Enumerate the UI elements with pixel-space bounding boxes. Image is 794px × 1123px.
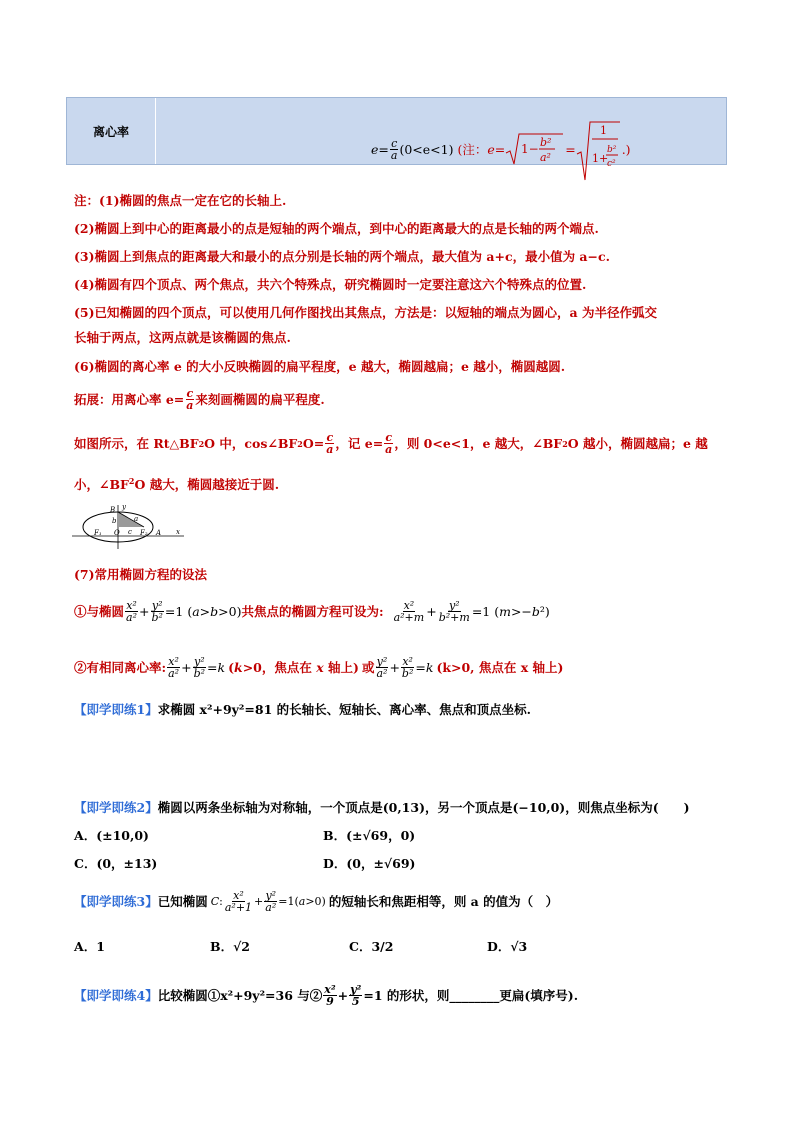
eccentricity-table-row <box>66 97 727 169</box>
fig-b: O 中，cos∠BF <box>204 435 298 451</box>
svg-text:b²: b² <box>606 145 617 155</box>
fig-g: 小，∠BF <box>74 477 129 493</box>
eccentricity-formula: e= $\frac{c}{a}$ (0<e<1) (注： e= 1− b² a² = 1 1+ b² c² .) <box>371 116 631 182</box>
exercise-2-text: 椭圆以两条坐标轴为对称轴，一个顶点是(0,13)，另一个顶点是(−10,0)，则焦点坐标为( ) <box>157 800 690 815</box>
exercise-2-option-c: C．(0，±13) <box>74 856 158 871</box>
exercise-1-text: 求椭圆 x²+9y²=81 的长轴长、短轴长、离心率、焦点和顶点坐标. <box>157 702 531 717</box>
label-B: B <box>110 506 116 514</box>
exercise-3-a: 已知椭圆 <box>157 893 208 909</box>
case-2: ②有相同离心率: $\frac{\text{x²}}{\text{a²}}$ + $\frac{\text{y²}}{\text{b²}}$ = k (k>0，焦点在 x 轴上) 或 $\frac{\text{y²}}{\text{a²}}$ + $\frac{\text{x²}}{\text{b²}}$ = k (k>0, 焦点在 x 轴上) <box>74 655 564 680</box>
note-close: .) <box>621 141 631 157</box>
case-1-eq: $\frac{\text{x²}}{\text{a²}}$ + $\frac{\text{y²}}{\text{b²}}$ =1 ( a > b >0) <box>126 599 242 624</box>
note-5a: (5)已知椭圆的四个顶点，可以使用几何作图找出其焦点，方法是：以短轴的端点为圆心，a 为半径作弧交 <box>74 305 657 320</box>
exercise-3-option-d: D．√3 <box>487 939 528 954</box>
case-1-result: $\frac{\text{x²}}{\text{a²+m}}$ + $\frac{\text{y²}}{\text{b²+m}}$ =1 ( m >− b ²) <box>393 599 550 624</box>
svg-text:1+: 1+ <box>591 152 608 165</box>
case-1-a: ①与椭圆 <box>74 603 125 619</box>
svg-text:A: A <box>156 529 162 537</box>
note-4: (4)椭圆有四个顶点、两个焦点，共六个特殊点，研究椭圆时一定要注意这六个特殊点的位置. <box>74 277 587 292</box>
ext-fraction: $\frac{c}{a}$ <box>186 387 194 412</box>
svg-text:a²: a² <box>540 151 552 164</box>
exercise-3-option-b: B．√2 <box>210 939 250 954</box>
table-formula-cell <box>156 98 726 169</box>
case-2-a: ②有相同离心率: <box>74 659 167 675</box>
note-2: (2)椭圆上到中心的距离最小的点是短轴的两个端点，到中心的距离最大的点是长轴的两个端点. <box>74 221 599 236</box>
exercise-1-tag: 【即学即练1】 <box>74 702 158 717</box>
svg-text:y: y <box>122 503 126 511</box>
exercise-4-tag: 【即学即练4】 <box>74 987 158 1003</box>
exercise-2-option-d: D．(0，±√69) <box>323 856 416 871</box>
sqrt-one-minus <box>505 131 565 167</box>
exercise-2-option-b: B．(±√69，0) <box>323 828 416 843</box>
case-2-eq2: $\frac{\text{y²}}{\text{a²}}$ + $\frac{\text{x²}}{\text{b²}}$ = k <box>376 655 434 680</box>
note-open: (注： <box>457 142 488 157</box>
svg-text:b: b <box>112 517 117 525</box>
exercise-4-frac-y: $\frac{\text{y²}}{5}$ <box>350 983 362 1008</box>
figure-explanation-1: 如图所示，在 Rt△BF 2 O 中，cos∠BF 2 O= $\frac{c}{a}$ ，记 e= $\frac{c}{a}$ ，则 0<e<1，e 越大，∠BF 2 O 越小，椭圆越扁；e 越 <box>74 431 708 456</box>
fig-f: O 越小，椭圆越扁；e 越 <box>567 435 708 451</box>
fig-e: ，则 0<e<1，e 越大，∠BF <box>394 435 563 451</box>
table-label: 离心率 <box>67 98 156 164</box>
exercise-2-tag: 【即学即练2】 <box>74 800 158 815</box>
exercise-4-frac-x: $\frac{\text{x²}}{9}$ <box>324 983 336 1008</box>
exercise-3-option-a: A．1 <box>74 939 105 954</box>
exercise-3 <box>74 890 558 913</box>
exercise-3-b: 的短轴长和焦距相等，则 a 的值为（ ） <box>328 893 559 909</box>
exercise-3-tag: 【即学即练3】 <box>74 893 158 909</box>
fig-d: ，记 e= <box>335 435 384 451</box>
svg-text:1−: 1− <box>521 142 539 156</box>
note-1: 注：(1)椭圆的焦点一定在它的长轴上. <box>74 193 287 208</box>
svg-text:F₁: F₁ <box>94 529 102 537</box>
case-2-cond: (k>0, 焦点在 x 轴上) <box>436 659 564 675</box>
svg-text:1: 1 <box>599 124 607 137</box>
formula-fraction-c-a: $\frac{c}{a}$ <box>390 136 398 162</box>
ellipse-diagram <box>72 503 184 551</box>
exercise-4-a: 比较椭圆①x²+9y²=36 与② <box>157 987 323 1003</box>
formula-range: (0<e<1) <box>399 141 454 157</box>
exercise-4-b: =1 的形状，则________更扁(填序号). <box>363 987 579 1003</box>
case-1 <box>74 600 550 623</box>
note-7: (7)常用椭圆方程的设法 <box>74 567 208 582</box>
svg-text:x: x <box>176 528 180 536</box>
fig-h: O 越大，椭圆越接近于圆. <box>134 477 280 493</box>
svg-text:O: O <box>114 529 120 537</box>
sqrt-one-over <box>576 120 622 182</box>
case-2-b: 或 <box>361 659 375 675</box>
exercise-2 <box>74 799 690 817</box>
exercise-4: 【即学即练4】 比较椭圆①x²+9y²=36 与② $\frac{\text{x²}}{9}$ + $\frac{\text{y²}}{5}$ =1 的形状，则________更扁(填序号). <box>74 983 579 1008</box>
svg-text:c²: c² <box>606 159 616 169</box>
ext-b: 来刻画椭圆的扁平程度. <box>195 391 325 407</box>
svg-text:a: a <box>134 515 139 523</box>
svg-text:c: c <box>128 528 132 536</box>
note-5b: 长轴于两点，这两点就是该椭圆的焦点. <box>74 330 291 345</box>
exercise-3-eq: C : $\frac{\text{x²}}{\text{a²+1}}$ + $\frac{\text{y²}}{\text{a²}}$ =1( a >0) <box>210 889 326 914</box>
exercise-2-option-a: A．(±10,0) <box>74 828 149 843</box>
exercise-1 <box>74 701 531 719</box>
svg-text:F₂: F₂ <box>140 529 148 537</box>
exercise-3-option-c: C．3/2 <box>349 939 394 954</box>
case-2-eq1: $\frac{\text{x²}}{\text{a²}}$ + $\frac{\text{y²}}{\text{b²}}$ = k <box>168 655 226 680</box>
extension-line <box>74 388 325 411</box>
fig-a: 如图所示，在 Rt△BF <box>74 435 199 451</box>
figure-explanation-2: 小，$\angle BF^2O$ 越大，椭圆越接近于圆. <box>74 476 280 493</box>
svg-text:b²: b² <box>540 136 552 149</box>
formula-prefix: e= <box>371 141 389 157</box>
fig-frac-1: $\frac{c}{a}$ <box>326 431 334 456</box>
case-1-b: 共焦点的椭圆方程可设为: <box>241 603 384 619</box>
note-3: (3)椭圆上到焦点的距离最大和最小的点分别是长轴的两个端点，最大值为 a+c，最小值为 a−c. <box>74 249 610 264</box>
note-6: (6)椭圆的离心率 e 的大小反映椭圆的扁平程度，e 越大，椭圆越扁；e 越小，椭圆越圆. <box>74 359 566 374</box>
ext-a: 拓展：用离心率 e= <box>74 391 185 407</box>
fig-frac-2: $\frac{c}{a}$ <box>385 431 393 456</box>
fig-c: O= <box>302 435 325 451</box>
